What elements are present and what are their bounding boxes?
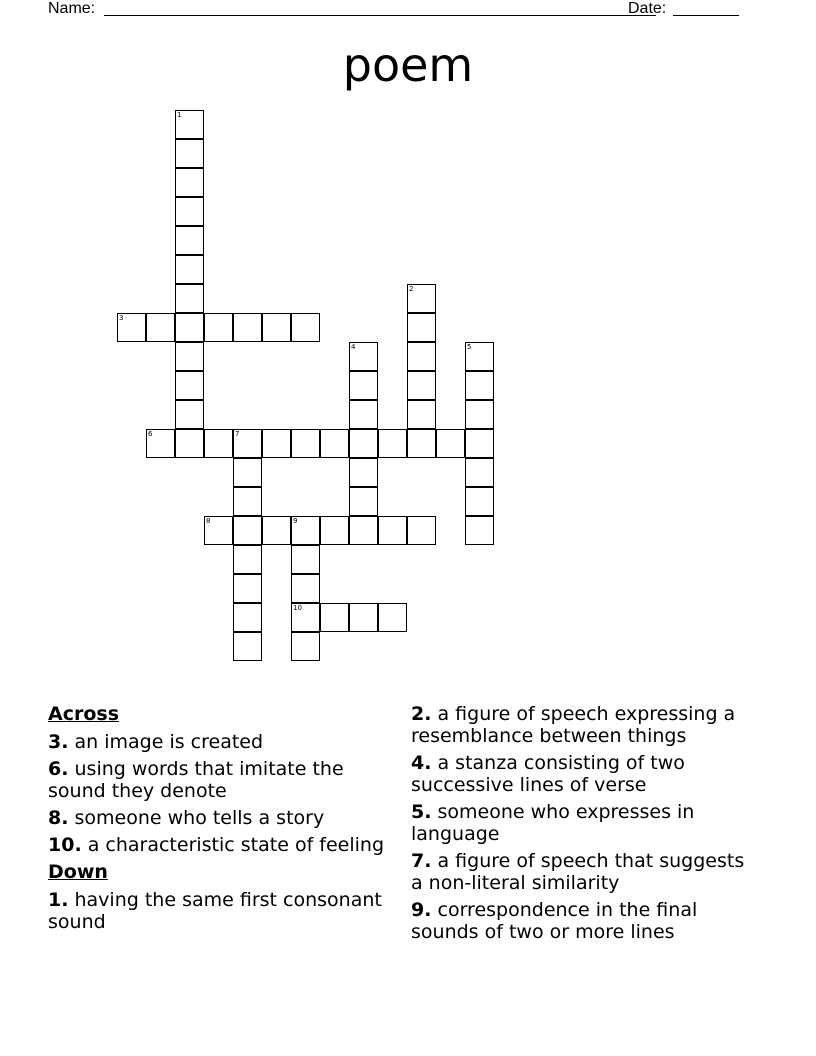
grid-cell[interactable] xyxy=(378,516,407,545)
grid-cell[interactable] xyxy=(233,632,262,661)
grid-cell[interactable] xyxy=(291,429,320,458)
grid-cell[interactable] xyxy=(291,313,320,342)
grid-cell[interactable] xyxy=(349,487,378,516)
cell-number: 7 xyxy=(235,430,240,438)
grid-cell[interactable] xyxy=(233,458,262,487)
cell-number: 3 xyxy=(119,314,124,322)
clues-right-column xyxy=(411,703,761,948)
grid-cell[interactable] xyxy=(349,400,378,429)
grid-cell[interactable] xyxy=(204,429,233,458)
cell-number: 5 xyxy=(467,343,472,351)
grid-cell[interactable] xyxy=(349,458,378,487)
grid-cell[interactable] xyxy=(175,342,204,371)
grid-cell[interactable] xyxy=(204,313,233,342)
clue-text: having the same first consonant sound xyxy=(48,889,382,933)
grid-cell[interactable] xyxy=(204,516,233,545)
grid-cell[interactable] xyxy=(262,313,291,342)
clue-text: a stanza consisting of two successive lines of verse xyxy=(411,752,685,796)
across-heading: Across xyxy=(48,703,120,725)
clue-down-9 xyxy=(411,899,761,943)
name-label: Name: xyxy=(48,0,96,17)
grid-cell[interactable] xyxy=(407,429,436,458)
clue-number: 4. xyxy=(411,752,432,774)
grid-cell[interactable] xyxy=(349,429,378,458)
grid-cell[interactable] xyxy=(407,516,436,545)
puzzle-title: poem xyxy=(342,38,474,92)
grid-cell[interactable] xyxy=(349,603,378,632)
grid-cell[interactable] xyxy=(291,574,320,603)
grid-cell[interactable] xyxy=(407,371,436,400)
grid-cell[interactable] xyxy=(117,313,146,342)
grid-cell[interactable] xyxy=(320,516,349,545)
grid-cell[interactable] xyxy=(175,110,204,139)
clue-number: 3. xyxy=(48,731,69,753)
grid-cell[interactable] xyxy=(291,632,320,661)
clue-number: 5. xyxy=(411,801,432,823)
clue-number: 8. xyxy=(48,807,69,829)
clue-text: someone who tells a story xyxy=(74,807,325,829)
cell-number: 10 xyxy=(293,604,302,612)
grid-cell[interactable] xyxy=(349,371,378,400)
grid-cell[interactable] xyxy=(175,168,204,197)
grid-cell[interactable] xyxy=(233,429,262,458)
clue-number: 9. xyxy=(411,899,432,921)
clue-text: correspondence in the final sounds of two or more lines xyxy=(411,899,698,943)
grid-cell[interactable] xyxy=(175,197,204,226)
grid-cell[interactable] xyxy=(175,429,204,458)
date-field[interactable] xyxy=(673,15,739,16)
grid-cell[interactable] xyxy=(320,603,349,632)
clue-text: an image is created xyxy=(74,731,264,753)
grid-cell[interactable] xyxy=(291,516,320,545)
grid-cell[interactable] xyxy=(291,603,320,632)
clue-text: a figure of speech that suggests a non-literal similarity xyxy=(411,850,745,894)
clue-down-7 xyxy=(411,850,761,894)
grid-cell[interactable] xyxy=(407,342,436,371)
grid-cell[interactable] xyxy=(465,429,494,458)
date-label: Date: xyxy=(628,0,667,17)
grid-cell[interactable] xyxy=(233,603,262,632)
grid-cell[interactable] xyxy=(465,371,494,400)
down-heading: Down xyxy=(48,861,108,883)
grid-cell[interactable] xyxy=(175,226,204,255)
cell-number: 2 xyxy=(409,285,414,293)
grid-cell[interactable] xyxy=(349,516,378,545)
clue-text: using words that imitate the sound they denote xyxy=(48,758,344,802)
grid-cell[interactable] xyxy=(233,487,262,516)
grid-cell[interactable] xyxy=(175,400,204,429)
clue-number: 10. xyxy=(48,834,82,856)
grid-cell[interactable] xyxy=(175,284,204,313)
grid-cell[interactable] xyxy=(436,429,465,458)
clue-text: a figure of speech expressing a resemblance between things xyxy=(411,703,736,747)
grid-cell[interactable] xyxy=(465,516,494,545)
clue-text: a characteristic state of feeling xyxy=(87,834,385,856)
name-field[interactable] xyxy=(104,15,656,16)
grid-cell[interactable] xyxy=(233,545,262,574)
clue-across-8 xyxy=(48,807,393,829)
grid-cell[interactable] xyxy=(378,603,407,632)
grid-cell[interactable] xyxy=(233,516,262,545)
clue-text: someone who expresses in language xyxy=(411,801,695,845)
clue-number: 1. xyxy=(48,889,69,911)
grid-cell[interactable] xyxy=(349,342,378,371)
clue-number: 7. xyxy=(411,850,432,872)
clue-number: 6. xyxy=(48,758,69,780)
grid-cell[interactable] xyxy=(146,313,175,342)
clue-number: 2. xyxy=(411,703,432,725)
grid-cell[interactable] xyxy=(175,255,204,284)
grid-cell[interactable] xyxy=(291,545,320,574)
grid-cell[interactable] xyxy=(175,313,204,342)
clue-down-1 xyxy=(48,889,393,933)
cell-number: 9 xyxy=(293,517,298,525)
clue-down-5 xyxy=(411,801,761,845)
grid-cell[interactable] xyxy=(262,516,291,545)
grid-cell[interactable] xyxy=(465,342,494,371)
header xyxy=(48,0,748,22)
clue-down-4 xyxy=(411,752,761,796)
grid-cell[interactable] xyxy=(175,139,204,168)
cell-number: 8 xyxy=(206,517,211,525)
grid-cell[interactable] xyxy=(175,371,204,400)
grid-cell[interactable] xyxy=(407,400,436,429)
grid-cell[interactable] xyxy=(146,429,175,458)
grid-cell[interactable] xyxy=(465,458,494,487)
grid-cell[interactable] xyxy=(465,487,494,516)
grid-cell[interactable] xyxy=(233,313,262,342)
grid-cell[interactable] xyxy=(320,429,349,458)
cell-number: 6 xyxy=(148,430,153,438)
grid-cell[interactable] xyxy=(407,313,436,342)
clue-across-6 xyxy=(48,758,393,802)
cell-number: 1 xyxy=(177,111,182,119)
grid-cell[interactable] xyxy=(407,284,436,313)
clues-left-column xyxy=(48,703,393,938)
grid-cell[interactable] xyxy=(262,429,291,458)
clue-across-10 xyxy=(48,834,393,856)
grid-cell[interactable] xyxy=(465,400,494,429)
clue-down-2 xyxy=(411,703,761,747)
clue-across-3 xyxy=(48,731,393,753)
cell-number: 4 xyxy=(351,343,356,351)
grid-cell[interactable] xyxy=(378,429,407,458)
grid-cell[interactable] xyxy=(233,574,262,603)
